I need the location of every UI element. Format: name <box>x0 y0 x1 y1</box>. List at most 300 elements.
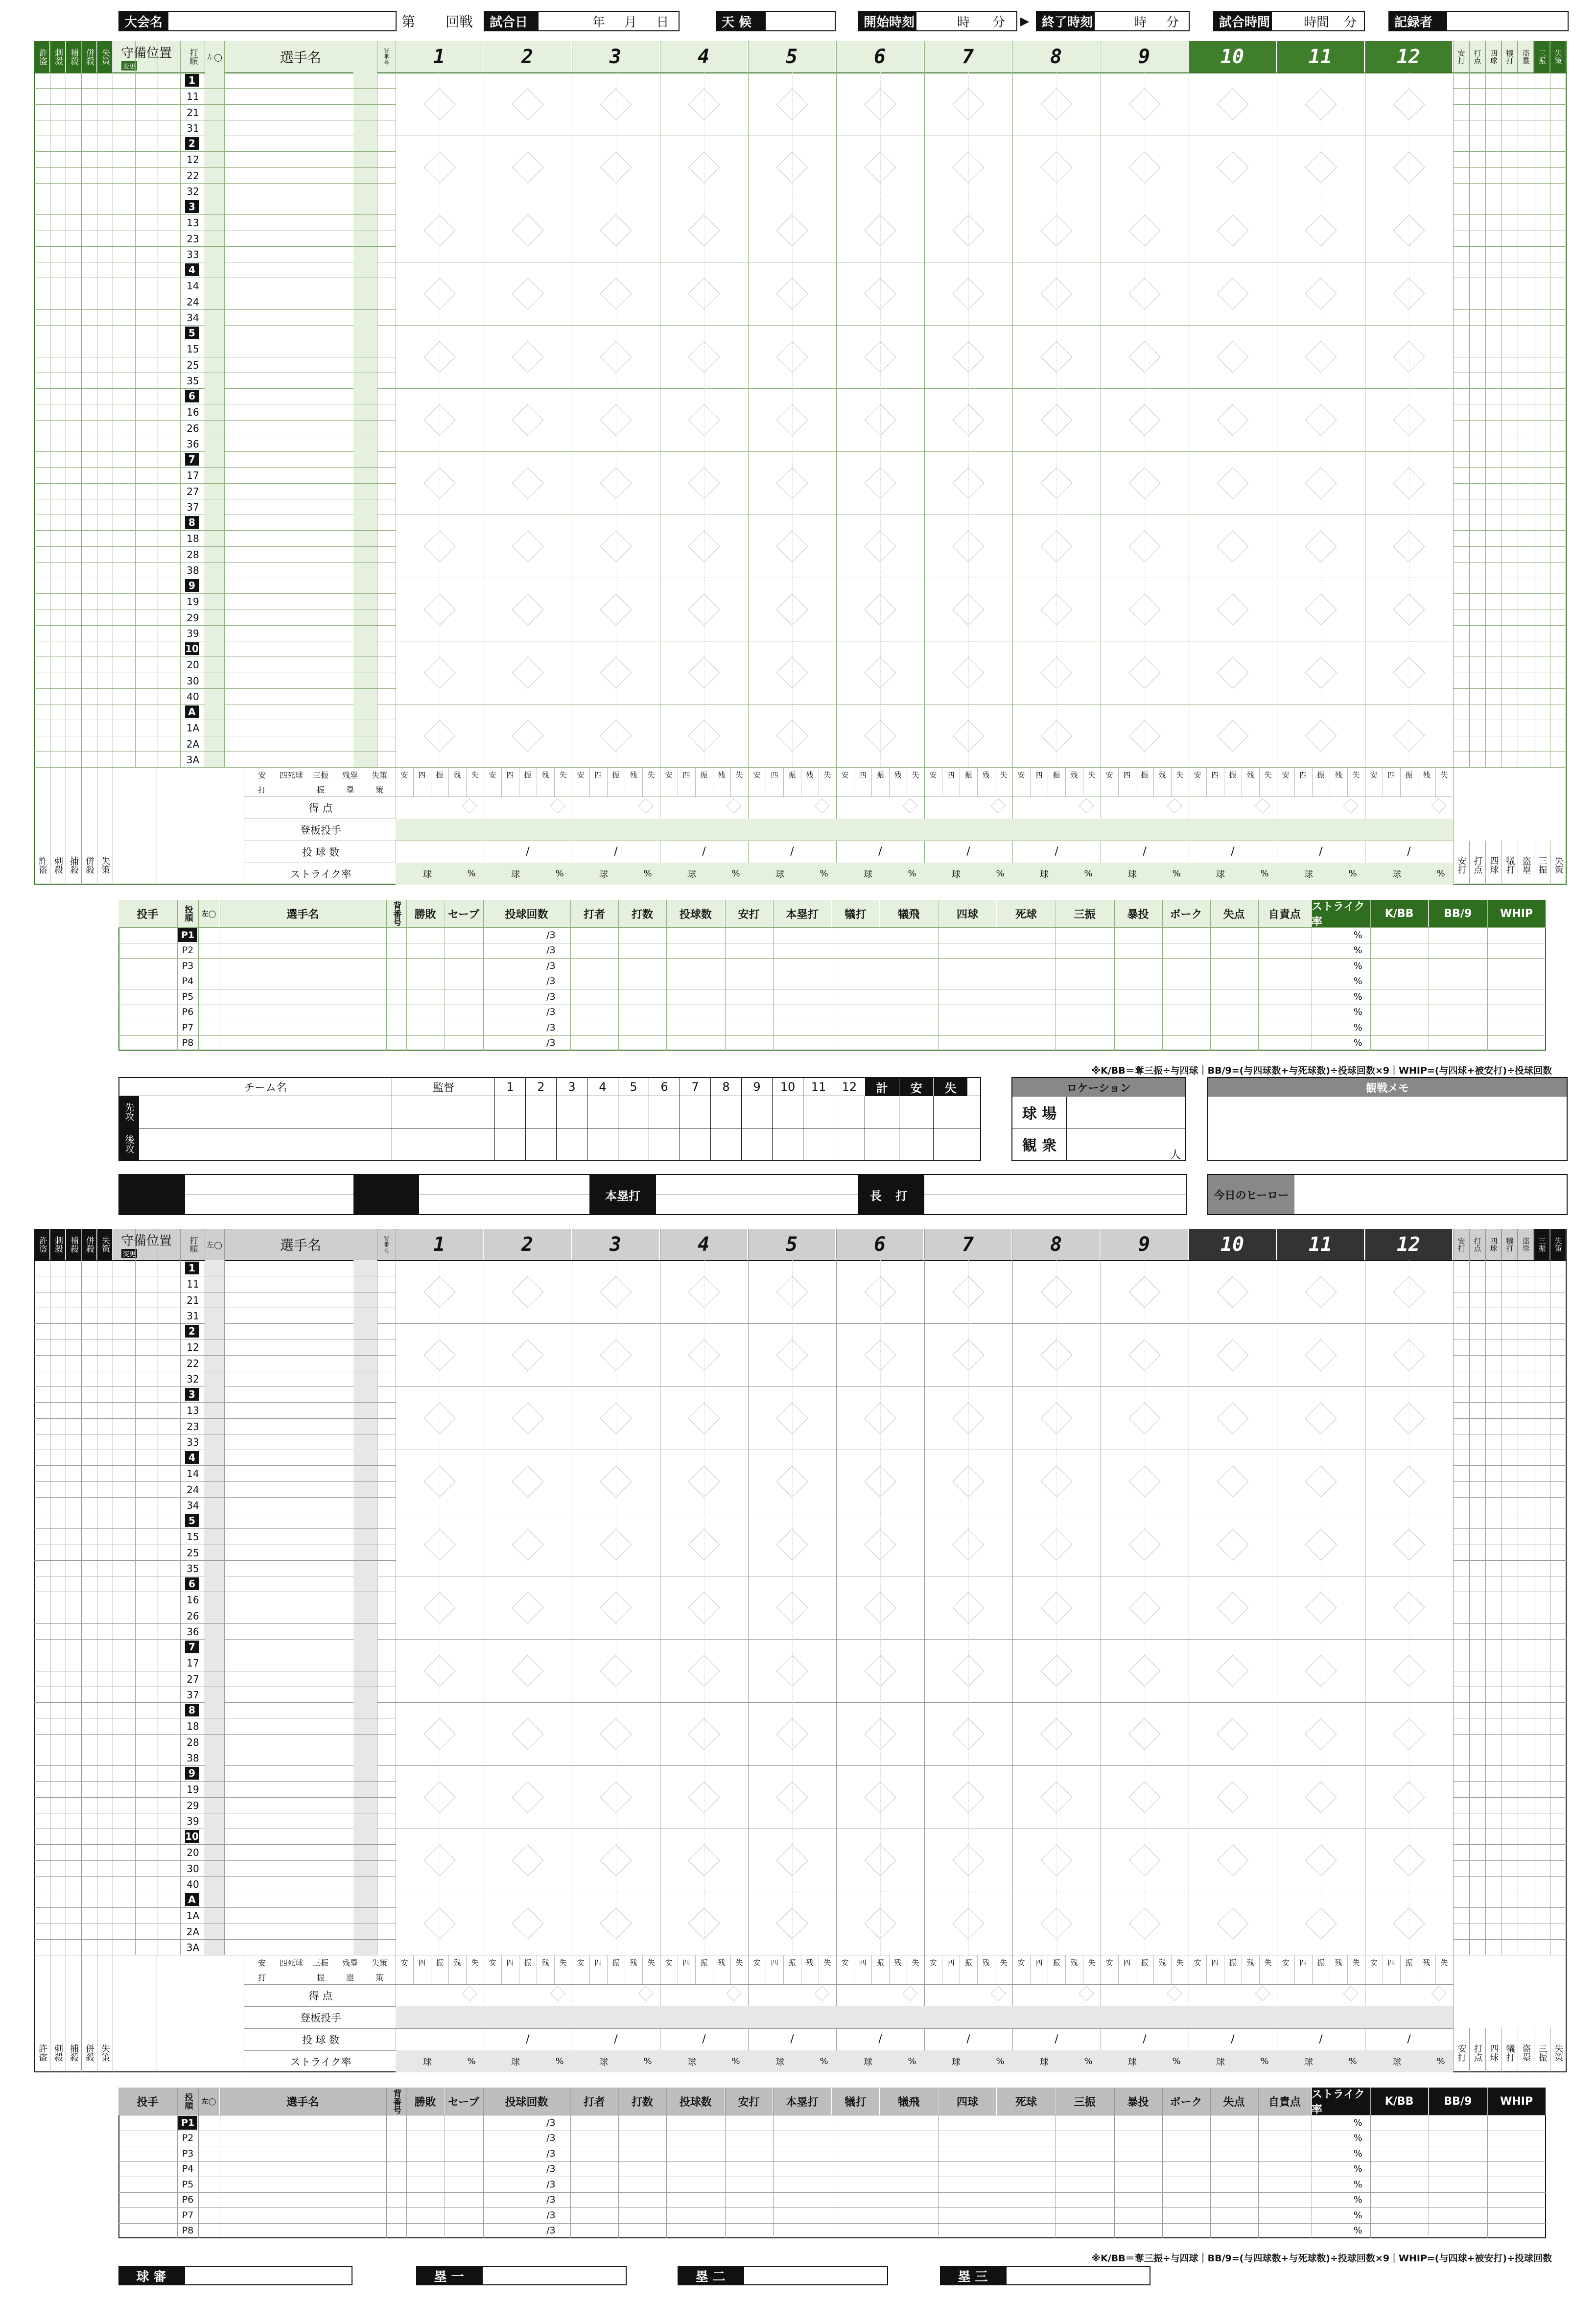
inning-stat-head: 失 <box>1264 770 1272 779</box>
pitching-head <box>666 2088 725 2115</box>
strike-ball-unit: 球 <box>511 869 520 880</box>
inning-head-9 <box>1101 1229 1189 1260</box>
fielding-total-head-text: 許盗 <box>37 856 47 874</box>
order-badge: A <box>185 1893 199 1906</box>
linescore-errors: 失 <box>933 1078 967 1096</box>
duration-label: 試合時間 <box>1213 11 1271 31</box>
strike-pct-sign: % <box>1353 1022 1362 1033</box>
totals-row-label: ストライク率 <box>290 868 352 880</box>
strike-pct-unit: % <box>1084 869 1093 879</box>
inning-stat-head: 四 <box>506 770 514 779</box>
sub-order-label: 37 <box>187 1689 199 1701</box>
sub-order-label: 31 <box>187 122 199 134</box>
strike-pct-sign: % <box>1353 960 1362 971</box>
inning-stat-head: 四 <box>418 1958 426 1967</box>
batting-total-head <box>1518 2033 1534 2072</box>
inning-stat-head: 振 <box>612 1958 620 1967</box>
position-head-text: 守備位置 <box>120 1234 172 1248</box>
sub-order-label: 19 <box>187 1784 199 1796</box>
innings-fraction: /3 <box>546 1007 556 1018</box>
fielding-total-head-text: 捕殺 <box>69 856 79 874</box>
innings-fraction: /3 <box>546 2209 556 2221</box>
number-head <box>377 41 396 72</box>
strike-pct-unit: % <box>1436 869 1445 879</box>
order-badge: 2 <box>185 137 199 150</box>
player-name-head <box>224 41 377 72</box>
batting-stat-head <box>1453 41 1469 72</box>
fielding-total-head-text: 捕殺 <box>69 2044 79 2062</box>
inning-head-7-text: 7 <box>962 1233 974 1256</box>
inning-stat-head: 振 <box>524 770 532 779</box>
inning-stat-head: 失 <box>1440 1958 1448 1967</box>
inning-stat-head: 残 <box>718 1958 726 1967</box>
inning-stat-head: 失 <box>1000 1958 1008 1967</box>
inning-stat-head: 四 <box>1035 770 1043 779</box>
fielding-stat-head-text: 失策 <box>100 48 110 65</box>
umpire-plate-input[interactable] <box>184 2266 352 2285</box>
sub-order-label: 15 <box>187 343 199 355</box>
totals-row-label: 投 球 数 <box>302 2034 340 2046</box>
pitching-head-text: K/BB <box>1385 907 1414 920</box>
batting-total-head-text: 三振 <box>1537 2044 1548 2062</box>
linescore-hits: 安 <box>899 1078 933 1096</box>
pitching-head <box>570 2088 618 2115</box>
pitching-head <box>618 2088 666 2115</box>
team-total-head: 残塁 <box>342 1958 358 1968</box>
pitch-slash: / <box>1319 2033 1323 2045</box>
start-time-input[interactable] <box>915 11 1017 31</box>
sub-order-label: 26 <box>187 1610 199 1622</box>
sub-order-label: 21 <box>187 1294 199 1306</box>
strike-ball-unit: 球 <box>687 869 696 880</box>
player-name-head-text: 選手名 <box>280 49 321 66</box>
linescore-inning-11: 11 <box>803 1078 834 1096</box>
batting-stat-head <box>1485 1229 1502 1260</box>
pitching-head-text: 四球 <box>957 2096 979 2109</box>
pitching-footnote-top: ※K/BB＝奪三振÷与四球｜BB/9=(与四球数+与死球数)÷投球回数×9｜WHIP=(与四球+被安打)÷投球回数 <box>1091 1065 1552 1076</box>
inning-stat-head: 安 <box>753 1958 761 1967</box>
inning-stat-head: 四 <box>682 1958 690 1967</box>
sub-order-label: 31 <box>187 1310 199 1322</box>
inning-stat-head: 安 <box>841 770 849 779</box>
pitching-head <box>1258 2088 1312 2115</box>
inning-stat-head: 四 <box>1123 770 1131 779</box>
strike-pct-sign: % <box>1353 2117 1362 2128</box>
fielding-total-head <box>81 845 97 885</box>
pitching-head-text: 打者 <box>583 908 605 921</box>
pitch-slash: / <box>1407 2033 1411 2045</box>
pitching-head <box>832 2088 880 2115</box>
inning-stat-head: 安 <box>577 1958 585 1967</box>
inning-stat-head: 安 <box>1370 1958 1378 1967</box>
umpire-second-label: 塁 二 <box>678 2266 743 2285</box>
team-total-head: 安 <box>258 770 266 780</box>
fielding-stat-head-text: 失策 <box>100 1236 110 1253</box>
pitching-head <box>406 900 445 927</box>
innings-fraction: /3 <box>546 945 556 956</box>
inning-stat-head: 失 <box>735 770 743 779</box>
fielding-total-head-text: 併殺 <box>84 2044 94 2062</box>
sub-order-label: 22 <box>187 169 199 182</box>
pitching-head <box>832 900 880 927</box>
sub-order-label: 30 <box>187 675 199 687</box>
strike-ball-unit: 球 <box>864 2057 872 2067</box>
inning-stat-head: 振 <box>1141 1958 1149 1967</box>
batting-total-head-text: 安打 <box>1456 856 1467 874</box>
inning-stat-head: 振 <box>1317 770 1325 779</box>
inning-stat-head: 振 <box>700 770 708 779</box>
inning-head-3 <box>572 1229 660 1260</box>
fielding-stat-head <box>34 1229 50 1260</box>
innings-fraction: /3 <box>546 2148 556 2159</box>
inning-head-4-text: 4 <box>697 1233 710 1256</box>
pitch-slash: / <box>790 2033 794 2045</box>
sub-order-label: 36 <box>187 438 199 450</box>
strike-ball-unit: 球 <box>687 2057 696 2067</box>
pitcher-order-label: P8 <box>182 2225 194 2236</box>
inning-stat-head: 安 <box>489 1958 496 1967</box>
sub-order-label: 25 <box>187 1547 199 1559</box>
pitching-head <box>1114 2088 1162 2115</box>
end-time-input[interactable] <box>1094 11 1190 31</box>
pitch-slash: / <box>966 845 970 858</box>
side-head-text: 左◯ <box>207 52 222 62</box>
umpire-first-input[interactable] <box>482 2266 627 2285</box>
fielding-total-head <box>97 2033 113 2072</box>
inning-stat-head: 四 <box>859 770 867 779</box>
sub-order-label: 38 <box>187 564 199 576</box>
inning-stat-head: 残 <box>718 770 726 779</box>
pitching-head <box>220 2088 386 2115</box>
inning-head-1-text: 1 <box>433 46 446 68</box>
pitching-head-text: 本塁打 <box>786 908 819 921</box>
fielding-total-head-text: 失策 <box>100 2044 110 2062</box>
fielding-stat-head-text: 補殺 <box>69 1236 78 1253</box>
fielding-total-head <box>50 2033 66 2072</box>
inning-head-9 <box>1101 41 1189 72</box>
sub-order-label: 37 <box>187 501 199 513</box>
order-head <box>180 1229 205 1260</box>
umpire-third-input[interactable] <box>1006 2266 1150 2285</box>
inning-head-12 <box>1365 41 1453 72</box>
order-head <box>180 41 205 72</box>
sub-order-label: 39 <box>187 627 199 639</box>
pitch-slash: / <box>1055 2033 1058 2045</box>
side-head <box>205 1229 224 1260</box>
linescore-inning-2: 2 <box>525 1078 556 1096</box>
first-batting-label: 先攻 <box>119 1096 139 1128</box>
order-badge: 10 <box>185 1831 199 1842</box>
inning-stat-head: 振 <box>436 1958 444 1967</box>
inning-head-11 <box>1277 41 1365 72</box>
sub-order-label: 32 <box>187 185 199 197</box>
fielding-total-head <box>34 845 50 885</box>
pitching-head-text: 投球回数 <box>505 908 548 921</box>
batting-stat-head <box>1453 1229 1469 1260</box>
inning-stat-head: 四 <box>1299 770 1307 779</box>
batting-stat-head-text: 安打 <box>1456 49 1466 64</box>
pitch-slash: / <box>966 2033 970 2045</box>
sub-order-label: 27 <box>187 485 199 497</box>
pitching-head <box>386 2088 406 2115</box>
pitching-head-text: 勝敗 <box>414 908 436 921</box>
batting-total-head-text: 失策 <box>1553 856 1564 874</box>
duration-input[interactable] <box>1271 11 1365 31</box>
audience-input[interactable] <box>1066 1128 1185 1160</box>
inning-head-1-text: 1 <box>433 1233 446 1256</box>
order-badge: 8 <box>185 516 199 529</box>
inning-stat-head: 残 <box>1335 1958 1342 1967</box>
pitching-head <box>725 2088 773 2115</box>
pitch-slash: / <box>878 845 882 858</box>
batting-total-head <box>1550 845 1566 885</box>
innings-fraction: /3 <box>546 1037 556 1049</box>
sub-order-label: 30 <box>187 1862 199 1875</box>
strike-pct-unit: % <box>908 869 916 879</box>
inning-head-3-text: 3 <box>609 1233 622 1256</box>
pitching-head <box>773 900 832 927</box>
pitching-head <box>880 2088 939 2115</box>
pitch-slash: / <box>614 845 618 858</box>
inning-stat-head: 残 <box>1070 770 1078 779</box>
round-suffix: 回戦 <box>446 14 473 30</box>
inning-head-6 <box>836 1229 924 1260</box>
order-badge: 3 <box>185 1388 199 1401</box>
pitch-slash: / <box>1231 2033 1235 2045</box>
audience-unit: 人 <box>1170 1149 1181 1161</box>
inning-stat-head: 失 <box>912 770 919 779</box>
innings-fraction: /3 <box>546 929 556 940</box>
pitch-slash: / <box>702 2033 706 2045</box>
weather-label: 天 候 <box>716 11 765 31</box>
tournament-input[interactable] <box>167 11 397 31</box>
tournament-label: 大会名 <box>118 11 167 31</box>
pitcher-order-label: P7 <box>182 1022 194 1033</box>
sub-order-label: 3A <box>186 1941 200 1953</box>
inning-stat-head: 四 <box>1123 1958 1131 1967</box>
fielding-total-head <box>66 2033 81 2072</box>
pitching-head-text: 自責点 <box>1268 908 1301 921</box>
pitching-head-text: 死球 <box>1015 2096 1037 2109</box>
weather-input[interactable] <box>765 11 836 31</box>
pitching-head <box>1056 900 1114 927</box>
strike-pct-sign: % <box>1353 991 1362 1002</box>
pitch-slash: / <box>1055 845 1058 858</box>
pitching-head <box>177 900 199 927</box>
strike-pct-unit: % <box>1260 869 1269 879</box>
strike-pct-unit: % <box>1260 2056 1269 2066</box>
inning-stat-head: 振 <box>1229 1958 1237 1967</box>
batting-total-head-text: 盗塁 <box>1521 856 1531 874</box>
pitching-head-text: WHIP <box>1500 2095 1533 2108</box>
batting-stat-head-text: 犠打 <box>1505 49 1514 64</box>
fielding-stat-head <box>97 41 113 72</box>
team-total-head: 失策 <box>371 1958 387 1968</box>
order-badge: 9 <box>185 1767 199 1780</box>
fielding-total-head-text: 刺殺 <box>53 2044 63 2062</box>
inning-stat-head: 振 <box>1053 1958 1060 1967</box>
inning-stat-head: 失 <box>1000 770 1008 779</box>
inning-stat-head: 失 <box>735 1958 743 1967</box>
linescore-inning-4: 4 <box>587 1078 618 1096</box>
pitching-head <box>666 900 725 927</box>
pitching-head <box>1370 900 1429 927</box>
team-total-head-row2: 打 <box>258 1972 266 1982</box>
pitching-head-text: 投手 <box>137 2096 159 2109</box>
pitching-head-text: 左◯ <box>201 910 216 918</box>
strike-pct-sign: % <box>1353 945 1362 956</box>
stadium-input[interactable] <box>1066 1097 1185 1128</box>
memo-box[interactable] <box>1207 1077 1568 1161</box>
pitching-head-text: 打者 <box>583 2096 605 2109</box>
player-name-head-text: 選手名 <box>280 1237 321 1253</box>
fielding-stat-head-text: 併殺 <box>84 48 94 65</box>
fielding-total-head <box>50 845 66 885</box>
inning-head-3-text: 3 <box>609 46 622 68</box>
batting-stat-head <box>1469 41 1485 72</box>
inning-head-7 <box>924 41 1012 72</box>
stadium-label: 球 場 <box>1012 1097 1067 1128</box>
sub-order-label: 24 <box>187 1483 199 1496</box>
batting-total-head <box>1453 845 1469 885</box>
pitch-slash: / <box>526 845 530 858</box>
totals-row-label: 投 球 数 <box>302 846 340 858</box>
linescore-inning-3: 3 <box>556 1078 587 1096</box>
sub-order-label: 13 <box>187 217 199 229</box>
batting-stat-head-text: 打点 <box>1473 1237 1482 1252</box>
sub-order-label: 36 <box>187 1625 199 1638</box>
totals-row-label: ストライク率 <box>290 2056 352 2068</box>
pitching-head <box>773 2088 832 2115</box>
inning-stat-head: 振 <box>876 770 884 779</box>
inning-head-8-text: 8 <box>1050 46 1062 68</box>
fielding-stat-head <box>34 41 50 72</box>
team-total-head-row2 <box>279 1970 304 1984</box>
inning-stat-head: 安 <box>1370 770 1378 779</box>
strike-ball-unit: 球 <box>1304 869 1313 880</box>
inning-stat-head: 残 <box>630 1958 637 1967</box>
pitching-head <box>220 900 386 927</box>
pitching-head <box>997 2088 1056 2115</box>
batting-total-head <box>1469 2033 1485 2072</box>
pitching-head <box>1429 2088 1487 2115</box>
pitcher-order-label: P3 <box>182 960 194 971</box>
fielding-total-head <box>66 845 81 885</box>
pitching-head <box>483 900 571 927</box>
batting-stat-head-text: 三振 <box>1537 1237 1547 1252</box>
sub-order-label: 28 <box>187 1736 199 1748</box>
hero-input[interactable] <box>1294 1175 1567 1214</box>
sub-order-label: 33 <box>187 1436 199 1448</box>
inning-head-4-text: 4 <box>697 46 710 68</box>
batting-stat-head-text: 安打 <box>1456 1237 1466 1252</box>
inning-head-7 <box>924 1229 1012 1260</box>
inning-stat-head: 四 <box>1211 1958 1219 1967</box>
inning-stat-head: 残 <box>1158 770 1166 779</box>
innings-fraction: /3 <box>546 976 556 987</box>
inning-head-10 <box>1189 41 1277 72</box>
umpire-second-input[interactable] <box>743 2266 888 2285</box>
inning-stat-head: 振 <box>788 770 796 779</box>
inning-head-4 <box>660 1229 748 1260</box>
inning-stat-head: 残 <box>1158 1958 1166 1967</box>
location-box <box>1011 1077 1186 1161</box>
sub-order-label: 17 <box>187 1657 199 1669</box>
duration-minute-unit: 分 <box>1343 15 1357 30</box>
totals-row-label: 登板投手 <box>300 824 341 836</box>
inning-stat-head: 安 <box>665 1958 673 1967</box>
pitching-head-text: 安打 <box>738 2096 760 2109</box>
pitching-head-text: 犠飛 <box>898 908 920 921</box>
fielding-stat-head-text: 刺殺 <box>53 1236 63 1253</box>
batting-total-head-text: 打点 <box>1472 2044 1483 2062</box>
inning-head-8 <box>1012 1229 1101 1260</box>
date-year-unit: 年 <box>592 15 605 30</box>
inning-head-5 <box>748 41 836 72</box>
sub-order-label: 24 <box>187 296 199 308</box>
pitcher-order-label: P2 <box>182 2133 194 2144</box>
batting-stat-head-text: 犠打 <box>1505 1237 1514 1252</box>
inning-stat-head: 振 <box>700 1958 708 1967</box>
date-month-unit: 月 <box>624 15 637 30</box>
umpire-plate-label: 球 審 <box>118 2266 184 2285</box>
inning-head-9-text: 9 <box>1138 46 1150 68</box>
inning-head-10-text: 10 <box>1220 1233 1244 1256</box>
pitching-head-text: 四球 <box>957 908 979 921</box>
inning-stat-head: 安 <box>929 1958 937 1967</box>
strike-pct-unit: % <box>996 869 1005 879</box>
pitching-head-text: 犠打 <box>845 2096 867 2109</box>
inning-stat-head: 安 <box>1105 1958 1113 1967</box>
inning-stat-head: 失 <box>1352 770 1360 779</box>
inning-stat-head: 振 <box>876 1958 884 1967</box>
date-input[interactable] <box>538 11 680 31</box>
totals-row-label: 得 点 <box>308 802 333 814</box>
strike-ball-unit: 球 <box>599 2057 608 2067</box>
order-badge: 5 <box>185 1514 199 1527</box>
pitching-head-text: 投順 <box>183 2093 193 2110</box>
pitching-head-text: 投球回数 <box>505 2096 548 2109</box>
inning-head-11 <box>1277 1229 1365 1260</box>
innings-fraction: /3 <box>546 2163 556 2175</box>
start-time-label: 開始時刻 <box>858 11 915 31</box>
batting-stat-head-text: 打点 <box>1473 49 1482 64</box>
inning-stat-head: 四 <box>859 1958 867 1967</box>
strike-ball-unit: 球 <box>864 869 872 880</box>
inning-stat-head: 安 <box>1282 1958 1290 1967</box>
sub-order-label: 11 <box>187 91 199 103</box>
inning-head-1 <box>396 41 484 72</box>
side-head-text: 左◯ <box>207 1240 222 1249</box>
pitching-head <box>1429 900 1487 927</box>
strike-ball-unit: 球 <box>423 2057 432 2067</box>
pitching-head-text: 暴投 <box>1127 908 1149 921</box>
inning-stat-head: 四 <box>506 1958 514 1967</box>
batting-stat-head <box>1550 41 1566 72</box>
team-total-head: 三振 <box>312 1958 329 1968</box>
fielding-stat-head <box>50 1229 66 1260</box>
inning-stat-head: 安 <box>1017 1958 1025 1967</box>
inning-stat-head: 四 <box>1299 1958 1307 1967</box>
strike-pct-unit: % <box>1172 2056 1181 2066</box>
inning-stat-head: 失 <box>647 770 655 779</box>
inning-head-11-text: 11 <box>1308 1233 1333 1256</box>
sub-order-label: 19 <box>187 596 199 608</box>
recorder-input[interactable] <box>1446 11 1569 31</box>
strike-ball-unit: 球 <box>1392 2057 1401 2067</box>
inning-head-11-text: 11 <box>1308 46 1333 68</box>
team-total-head-row2: 振 <box>316 785 325 795</box>
